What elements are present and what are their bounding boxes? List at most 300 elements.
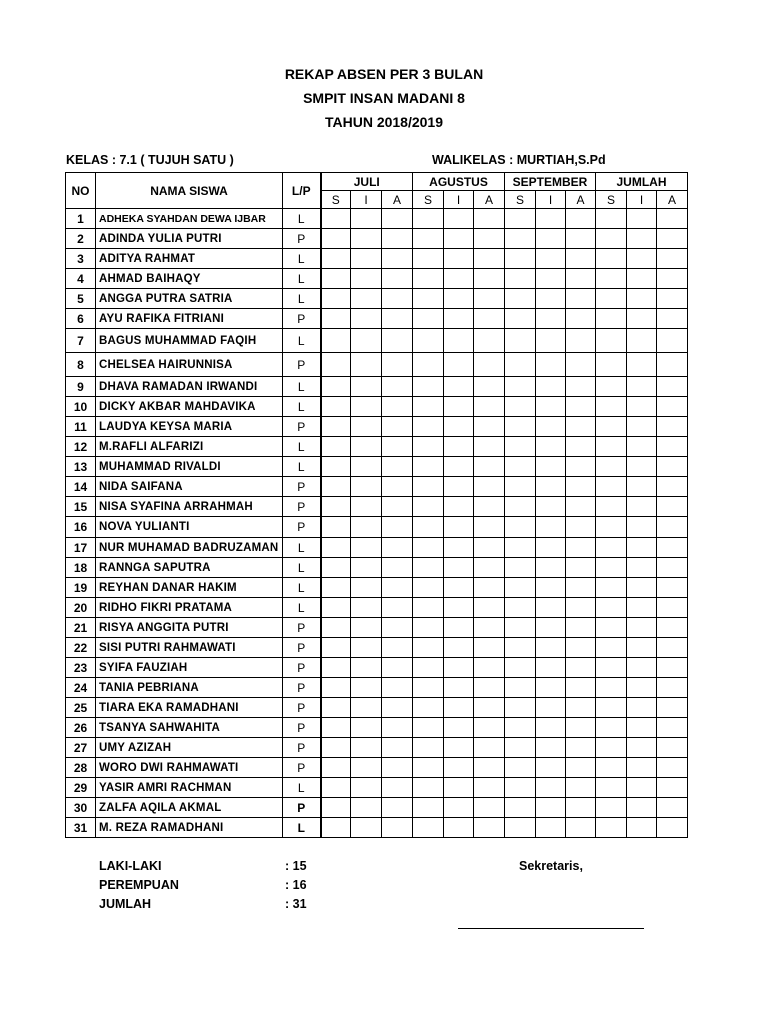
attendance-cell[interactable] (321, 377, 351, 397)
attendance-cell[interactable] (474, 229, 505, 249)
attendance-cell[interactable] (505, 658, 536, 678)
attendance-cell[interactable] (627, 698, 657, 718)
attendance-cell[interactable] (627, 638, 657, 658)
attendance-cell[interactable] (444, 698, 474, 718)
attendance-cell[interactable] (474, 538, 505, 558)
attendance-cell[interactable] (627, 718, 657, 738)
attendance-cell[interactable] (596, 353, 627, 377)
attendance-cell[interactable] (444, 638, 474, 658)
attendance-cell[interactable] (382, 397, 413, 417)
attendance-cell[interactable] (505, 497, 536, 517)
attendance-cell[interactable] (413, 678, 444, 698)
attendance-cell[interactable] (444, 778, 474, 798)
attendance-cell[interactable] (321, 417, 351, 437)
attendance-cell[interactable] (413, 353, 444, 377)
attendance-cell[interactable] (657, 558, 688, 578)
attendance-cell[interactable] (505, 417, 536, 437)
attendance-cell[interactable] (596, 598, 627, 618)
attendance-cell[interactable] (596, 578, 627, 598)
attendance-cell[interactable] (505, 758, 536, 778)
attendance-cell[interactable] (321, 229, 351, 249)
attendance-cell[interactable] (321, 269, 351, 289)
attendance-cell[interactable] (657, 497, 688, 517)
attendance-cell[interactable] (505, 269, 536, 289)
attendance-cell[interactable] (566, 778, 596, 798)
attendance-cell[interactable] (474, 497, 505, 517)
attendance-cell[interactable] (444, 477, 474, 497)
attendance-cell[interactable] (382, 229, 413, 249)
attendance-cell[interactable] (413, 818, 444, 838)
attendance-cell[interactable] (474, 377, 505, 397)
attendance-cell[interactable] (444, 309, 474, 329)
attendance-cell[interactable] (536, 417, 566, 437)
attendance-cell[interactable] (596, 329, 627, 353)
attendance-cell[interactable] (627, 497, 657, 517)
attendance-cell[interactable] (444, 798, 474, 818)
attendance-cell[interactable] (505, 718, 536, 738)
attendance-cell[interactable] (474, 437, 505, 457)
attendance-cell[interactable] (474, 758, 505, 778)
attendance-cell[interactable] (321, 818, 351, 838)
attendance-cell[interactable] (566, 818, 596, 838)
attendance-cell[interactable] (444, 289, 474, 309)
attendance-cell[interactable] (351, 578, 382, 598)
attendance-cell[interactable] (505, 353, 536, 377)
attendance-cell[interactable] (536, 638, 566, 658)
attendance-cell[interactable] (536, 229, 566, 249)
attendance-cell[interactable] (536, 397, 566, 417)
attendance-cell[interactable] (382, 558, 413, 578)
attendance-cell[interactable] (321, 309, 351, 329)
attendance-cell[interactable] (351, 618, 382, 638)
attendance-cell[interactable] (596, 698, 627, 718)
attendance-cell[interactable] (627, 309, 657, 329)
attendance-cell[interactable] (474, 578, 505, 598)
attendance-cell[interactable] (474, 718, 505, 738)
attendance-cell[interactable] (321, 457, 351, 477)
attendance-cell[interactable] (505, 538, 536, 558)
attendance-cell[interactable] (505, 329, 536, 353)
attendance-cell[interactable] (657, 397, 688, 417)
attendance-cell[interactable] (505, 798, 536, 818)
attendance-cell[interactable] (566, 437, 596, 457)
attendance-cell[interactable] (505, 678, 536, 698)
attendance-cell[interactable] (657, 678, 688, 698)
attendance-cell[interactable] (413, 417, 444, 437)
attendance-cell[interactable] (536, 738, 566, 758)
attendance-cell[interactable] (505, 397, 536, 417)
attendance-cell[interactable] (474, 289, 505, 309)
attendance-cell[interactable] (627, 517, 657, 538)
attendance-cell[interactable] (596, 397, 627, 417)
attendance-cell[interactable] (596, 209, 627, 229)
attendance-cell[interactable] (413, 758, 444, 778)
attendance-cell[interactable] (321, 598, 351, 618)
attendance-cell[interactable] (413, 638, 444, 658)
attendance-cell[interactable] (505, 209, 536, 229)
attendance-cell[interactable] (596, 638, 627, 658)
attendance-cell[interactable] (596, 477, 627, 497)
attendance-cell[interactable] (321, 353, 351, 377)
attendance-cell[interactable] (566, 718, 596, 738)
attendance-cell[interactable] (474, 618, 505, 638)
attendance-cell[interactable] (351, 353, 382, 377)
attendance-cell[interactable] (413, 477, 444, 497)
attendance-cell[interactable] (413, 229, 444, 249)
attendance-cell[interactable] (474, 477, 505, 497)
attendance-cell[interactable] (474, 798, 505, 818)
attendance-cell[interactable] (351, 698, 382, 718)
attendance-cell[interactable] (382, 437, 413, 457)
attendance-cell[interactable] (596, 457, 627, 477)
attendance-cell[interactable] (321, 718, 351, 738)
attendance-cell[interactable] (566, 618, 596, 638)
attendance-cell[interactable] (413, 397, 444, 417)
attendance-cell[interactable] (444, 517, 474, 538)
attendance-cell[interactable] (382, 738, 413, 758)
attendance-cell[interactable] (566, 578, 596, 598)
attendance-cell[interactable] (413, 718, 444, 738)
attendance-cell[interactable] (596, 738, 627, 758)
attendance-cell[interactable] (536, 249, 566, 269)
attendance-cell[interactable] (596, 437, 627, 457)
attendance-cell[interactable] (444, 738, 474, 758)
attendance-cell[interactable] (536, 818, 566, 838)
attendance-cell[interactable] (536, 269, 566, 289)
attendance-cell[interactable] (382, 638, 413, 658)
attendance-cell[interactable] (505, 818, 536, 838)
attendance-cell[interactable] (566, 289, 596, 309)
attendance-cell[interactable] (596, 249, 627, 269)
attendance-cell[interactable] (657, 289, 688, 309)
attendance-cell[interactable] (566, 558, 596, 578)
attendance-cell[interactable] (321, 638, 351, 658)
attendance-cell[interactable] (382, 578, 413, 598)
attendance-cell[interactable] (351, 678, 382, 698)
attendance-cell[interactable] (321, 658, 351, 678)
attendance-cell[interactable] (627, 329, 657, 353)
attendance-cell[interactable] (321, 497, 351, 517)
attendance-cell[interactable] (536, 377, 566, 397)
attendance-cell[interactable] (474, 249, 505, 269)
attendance-cell[interactable] (566, 758, 596, 778)
attendance-cell[interactable] (657, 538, 688, 558)
attendance-cell[interactable] (413, 437, 444, 457)
attendance-cell[interactable] (627, 457, 657, 477)
attendance-cell[interactable] (596, 309, 627, 329)
attendance-cell[interactable] (321, 477, 351, 497)
attendance-cell[interactable] (351, 417, 382, 437)
attendance-cell[interactable] (474, 638, 505, 658)
attendance-cell[interactable] (657, 353, 688, 377)
attendance-cell[interactable] (566, 698, 596, 718)
attendance-cell[interactable] (474, 309, 505, 329)
attendance-cell[interactable] (413, 517, 444, 538)
attendance-cell[interactable] (505, 289, 536, 309)
attendance-cell[interactable] (627, 618, 657, 638)
attendance-cell[interactable] (413, 457, 444, 477)
attendance-cell[interactable] (474, 558, 505, 578)
attendance-cell[interactable] (627, 397, 657, 417)
attendance-cell[interactable] (566, 329, 596, 353)
attendance-cell[interactable] (505, 578, 536, 598)
attendance-cell[interactable] (627, 269, 657, 289)
attendance-cell[interactable] (444, 658, 474, 678)
attendance-cell[interactable] (627, 798, 657, 818)
attendance-cell[interactable] (536, 457, 566, 477)
attendance-cell[interactable] (627, 778, 657, 798)
attendance-cell[interactable] (382, 309, 413, 329)
attendance-cell[interactable] (413, 377, 444, 397)
attendance-cell[interactable] (321, 249, 351, 269)
attendance-cell[interactable] (444, 718, 474, 738)
attendance-cell[interactable] (382, 698, 413, 718)
attendance-cell[interactable] (566, 678, 596, 698)
attendance-cell[interactable] (536, 758, 566, 778)
attendance-cell[interactable] (444, 437, 474, 457)
attendance-cell[interactable] (536, 698, 566, 718)
attendance-cell[interactable] (382, 377, 413, 397)
attendance-cell[interactable] (566, 477, 596, 497)
attendance-cell[interactable] (321, 778, 351, 798)
attendance-cell[interactable] (566, 638, 596, 658)
attendance-cell[interactable] (474, 678, 505, 698)
attendance-cell[interactable] (382, 477, 413, 497)
attendance-cell[interactable] (321, 538, 351, 558)
attendance-cell[interactable] (351, 229, 382, 249)
attendance-cell[interactable] (657, 698, 688, 718)
attendance-cell[interactable] (444, 377, 474, 397)
attendance-cell[interactable] (596, 289, 627, 309)
attendance-cell[interactable] (627, 558, 657, 578)
attendance-cell[interactable] (596, 517, 627, 538)
attendance-cell[interactable] (413, 798, 444, 818)
attendance-cell[interactable] (444, 457, 474, 477)
attendance-cell[interactable] (596, 818, 627, 838)
attendance-cell[interactable] (536, 329, 566, 353)
attendance-cell[interactable] (596, 678, 627, 698)
attendance-cell[interactable] (413, 249, 444, 269)
attendance-cell[interactable] (657, 658, 688, 678)
attendance-cell[interactable] (596, 718, 627, 738)
attendance-cell[interactable] (505, 457, 536, 477)
attendance-cell[interactable] (444, 558, 474, 578)
attendance-cell[interactable] (382, 269, 413, 289)
attendance-cell[interactable] (627, 758, 657, 778)
attendance-cell[interactable] (444, 578, 474, 598)
attendance-cell[interactable] (627, 209, 657, 229)
attendance-cell[interactable] (505, 738, 536, 758)
attendance-cell[interactable] (627, 578, 657, 598)
attendance-cell[interactable] (474, 329, 505, 353)
attendance-cell[interactable] (321, 618, 351, 638)
attendance-cell[interactable] (474, 517, 505, 538)
attendance-cell[interactable] (351, 658, 382, 678)
attendance-cell[interactable] (657, 738, 688, 758)
attendance-cell[interactable] (413, 698, 444, 718)
attendance-cell[interactable] (444, 229, 474, 249)
attendance-cell[interactable] (536, 437, 566, 457)
attendance-cell[interactable] (444, 269, 474, 289)
attendance-cell[interactable] (413, 209, 444, 229)
attendance-cell[interactable] (321, 329, 351, 353)
attendance-cell[interactable] (536, 477, 566, 497)
attendance-cell[interactable] (351, 329, 382, 353)
attendance-cell[interactable] (382, 618, 413, 638)
attendance-cell[interactable] (351, 638, 382, 658)
attendance-cell[interactable] (351, 289, 382, 309)
attendance-cell[interactable] (413, 497, 444, 517)
attendance-cell[interactable] (596, 538, 627, 558)
attendance-cell[interactable] (657, 269, 688, 289)
attendance-cell[interactable] (657, 329, 688, 353)
attendance-cell[interactable] (351, 497, 382, 517)
attendance-cell[interactable] (627, 289, 657, 309)
attendance-cell[interactable] (351, 457, 382, 477)
attendance-cell[interactable] (413, 578, 444, 598)
attendance-cell[interactable] (536, 778, 566, 798)
attendance-cell[interactable] (566, 209, 596, 229)
attendance-cell[interactable] (627, 738, 657, 758)
attendance-cell[interactable] (566, 538, 596, 558)
attendance-cell[interactable] (351, 269, 382, 289)
attendance-cell[interactable] (474, 598, 505, 618)
attendance-cell[interactable] (627, 417, 657, 437)
attendance-cell[interactable] (474, 417, 505, 437)
attendance-cell[interactable] (505, 618, 536, 638)
attendance-cell[interactable] (444, 249, 474, 269)
attendance-cell[interactable] (627, 678, 657, 698)
attendance-cell[interactable] (536, 497, 566, 517)
attendance-cell[interactable] (444, 209, 474, 229)
attendance-cell[interactable] (657, 249, 688, 269)
attendance-cell[interactable] (382, 329, 413, 353)
attendance-cell[interactable] (382, 517, 413, 538)
attendance-cell[interactable] (566, 517, 596, 538)
attendance-cell[interactable] (474, 397, 505, 417)
attendance-cell[interactable] (566, 497, 596, 517)
attendance-cell[interactable] (505, 377, 536, 397)
attendance-cell[interactable] (566, 269, 596, 289)
attendance-cell[interactable] (444, 497, 474, 517)
attendance-cell[interactable] (351, 397, 382, 417)
attendance-cell[interactable] (505, 598, 536, 618)
attendance-cell[interactable] (382, 538, 413, 558)
attendance-cell[interactable] (596, 778, 627, 798)
attendance-cell[interactable] (536, 578, 566, 598)
attendance-cell[interactable] (505, 249, 536, 269)
attendance-cell[interactable] (657, 718, 688, 738)
attendance-cell[interactable] (351, 209, 382, 229)
attendance-cell[interactable] (413, 738, 444, 758)
attendance-cell[interactable] (657, 578, 688, 598)
attendance-cell[interactable] (505, 558, 536, 578)
attendance-cell[interactable] (536, 289, 566, 309)
attendance-cell[interactable] (351, 778, 382, 798)
attendance-cell[interactable] (596, 798, 627, 818)
attendance-cell[interactable] (444, 678, 474, 698)
attendance-cell[interactable] (413, 598, 444, 618)
attendance-cell[interactable] (382, 497, 413, 517)
attendance-cell[interactable] (657, 417, 688, 437)
attendance-cell[interactable] (351, 758, 382, 778)
attendance-cell[interactable] (444, 758, 474, 778)
attendance-cell[interactable] (657, 229, 688, 249)
attendance-cell[interactable] (505, 477, 536, 497)
attendance-cell[interactable] (351, 598, 382, 618)
attendance-cell[interactable] (536, 798, 566, 818)
attendance-cell[interactable] (505, 437, 536, 457)
attendance-cell[interactable] (413, 558, 444, 578)
attendance-cell[interactable] (627, 249, 657, 269)
attendance-cell[interactable] (627, 538, 657, 558)
attendance-cell[interactable] (321, 558, 351, 578)
attendance-cell[interactable] (536, 209, 566, 229)
attendance-cell[interactable] (627, 229, 657, 249)
attendance-cell[interactable] (351, 517, 382, 538)
attendance-cell[interactable] (536, 658, 566, 678)
attendance-cell[interactable] (444, 538, 474, 558)
attendance-cell[interactable] (413, 538, 444, 558)
attendance-cell[interactable] (536, 538, 566, 558)
attendance-cell[interactable] (382, 289, 413, 309)
attendance-cell[interactable] (413, 618, 444, 638)
attendance-cell[interactable] (536, 353, 566, 377)
attendance-cell[interactable] (321, 289, 351, 309)
attendance-cell[interactable] (657, 818, 688, 838)
attendance-cell[interactable] (474, 778, 505, 798)
attendance-cell[interactable] (566, 598, 596, 618)
attendance-cell[interactable] (382, 818, 413, 838)
attendance-cell[interactable] (566, 309, 596, 329)
attendance-cell[interactable] (657, 778, 688, 798)
attendance-cell[interactable] (536, 598, 566, 618)
attendance-cell[interactable] (413, 309, 444, 329)
attendance-cell[interactable] (321, 397, 351, 417)
attendance-cell[interactable] (321, 738, 351, 758)
attendance-cell[interactable] (566, 397, 596, 417)
attendance-cell[interactable] (413, 778, 444, 798)
attendance-cell[interactable] (351, 738, 382, 758)
attendance-cell[interactable] (382, 778, 413, 798)
attendance-cell[interactable] (413, 289, 444, 309)
attendance-cell[interactable] (474, 269, 505, 289)
attendance-cell[interactable] (321, 578, 351, 598)
attendance-cell[interactable] (657, 598, 688, 618)
attendance-cell[interactable] (382, 658, 413, 678)
attendance-cell[interactable] (657, 437, 688, 457)
attendance-cell[interactable] (351, 377, 382, 397)
attendance-cell[interactable] (657, 377, 688, 397)
attendance-cell[interactable] (444, 618, 474, 638)
attendance-cell[interactable] (566, 229, 596, 249)
attendance-cell[interactable] (536, 618, 566, 638)
attendance-cell[interactable] (351, 538, 382, 558)
attendance-cell[interactable] (627, 658, 657, 678)
attendance-cell[interactable] (596, 758, 627, 778)
attendance-cell[interactable] (627, 437, 657, 457)
attendance-cell[interactable] (566, 353, 596, 377)
attendance-cell[interactable] (474, 818, 505, 838)
attendance-cell[interactable] (351, 309, 382, 329)
attendance-cell[interactable] (536, 558, 566, 578)
attendance-cell[interactable] (596, 229, 627, 249)
attendance-cell[interactable] (627, 598, 657, 618)
attendance-cell[interactable] (657, 457, 688, 477)
attendance-cell[interactable] (627, 353, 657, 377)
attendance-cell[interactable] (382, 798, 413, 818)
attendance-cell[interactable] (382, 417, 413, 437)
